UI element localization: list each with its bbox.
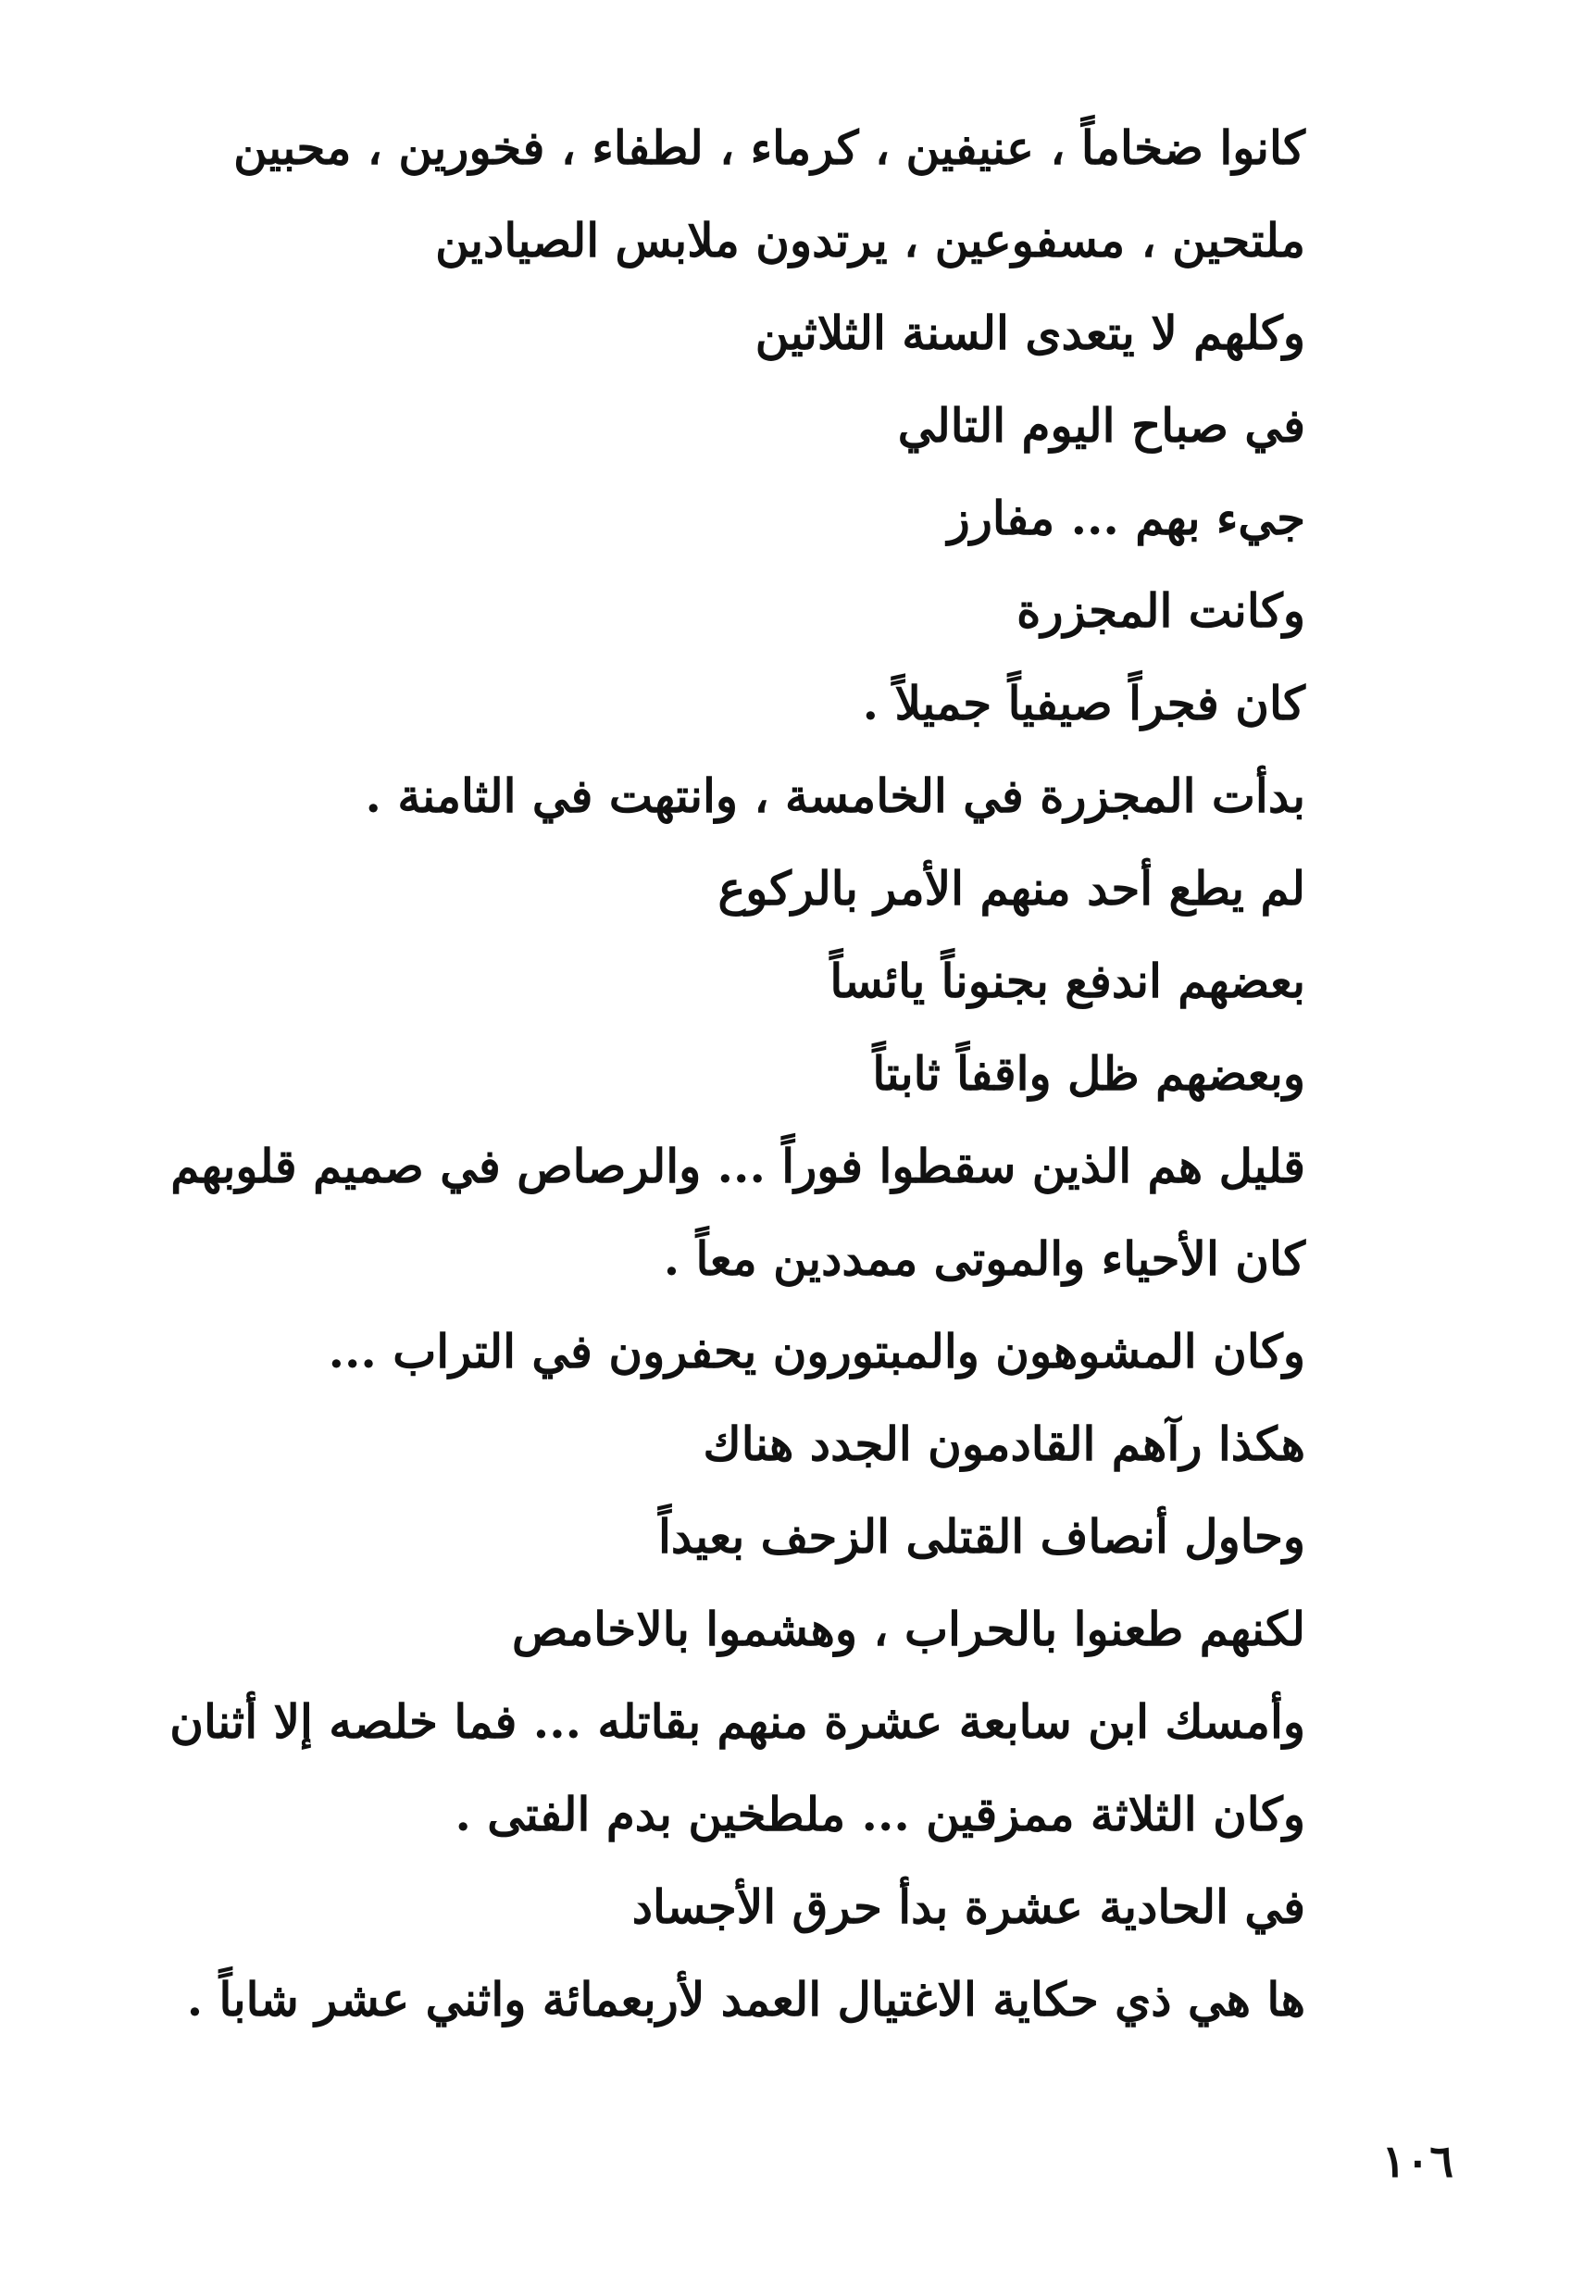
poem-line: في الحادية عشرة بدأ حرق الأجساد bbox=[631, 1879, 1305, 1934]
poem-line: جيء بهم ... مفارز bbox=[947, 491, 1305, 545]
poem-line: ملتحين ، مسفوعين ، يرتدون ملابس الصيادين bbox=[435, 213, 1305, 268]
poem-line: قليل هم الذين سقطوا فوراً ... والرصاص في صميم قلوبهم bbox=[170, 1139, 1305, 1193]
poem-line: وكان المشوهون والمبتورون يحفرون في التراب ... bbox=[328, 1324, 1305, 1379]
poem-line: لم يطع أحد منهم الأمر بالركوع bbox=[717, 861, 1305, 916]
poem-line: وكان الثلاثة ممزقين ... ملطخين بدم الفتى . bbox=[455, 1787, 1305, 1841]
poem-line: بدأت المجزرة في الخامسة ، وانتهت في الثامنة . bbox=[365, 768, 1305, 823]
poem-line: في صباح اليوم التالي bbox=[897, 398, 1305, 453]
poem-line: كان الأحياء والموتى ممددين معاً . bbox=[663, 1231, 1305, 1286]
poem-line: وحاول أنصاف القتلى الزحف بعيداً bbox=[658, 1509, 1305, 1564]
poem-line: وكانت المجزرة bbox=[1016, 583, 1305, 638]
poem-line: هكذا رآهم القادمون الجدد هناك bbox=[703, 1416, 1305, 1471]
poem-line: وبعضهم ظل واقفاً ثابتاً bbox=[872, 1046, 1305, 1101]
poem-line: كان فجراً صيفياً جميلاً . bbox=[862, 676, 1305, 730]
poem-text bbox=[169, 102, 1305, 2046]
poem-line: بعضهم اندفع بجنوناً يائساً bbox=[829, 954, 1305, 1008]
poem-line: لكنهم طعنوا بالحراب ، وهشموا بالاخامص bbox=[512, 1602, 1305, 1656]
page-number: ١٠٦ bbox=[1381, 2136, 1453, 2188]
poem-line: وأمسك ابن سابعة عشرة منهم بقاتله ... فما خلصه إلا أثنان bbox=[169, 1694, 1305, 1749]
poem-line: ها هي ذي حكاية الاغتيال العمد لأربعمائة واثني عشر شاباً . bbox=[186, 1972, 1305, 2027]
poem-line: كانوا ضخاماً ، عنيفين ، كرماء ، لطفاء ، فخورين ، محبين bbox=[233, 120, 1305, 175]
poem-line: وكلهم لا يتعدى السنة الثلاثين bbox=[754, 306, 1305, 360]
